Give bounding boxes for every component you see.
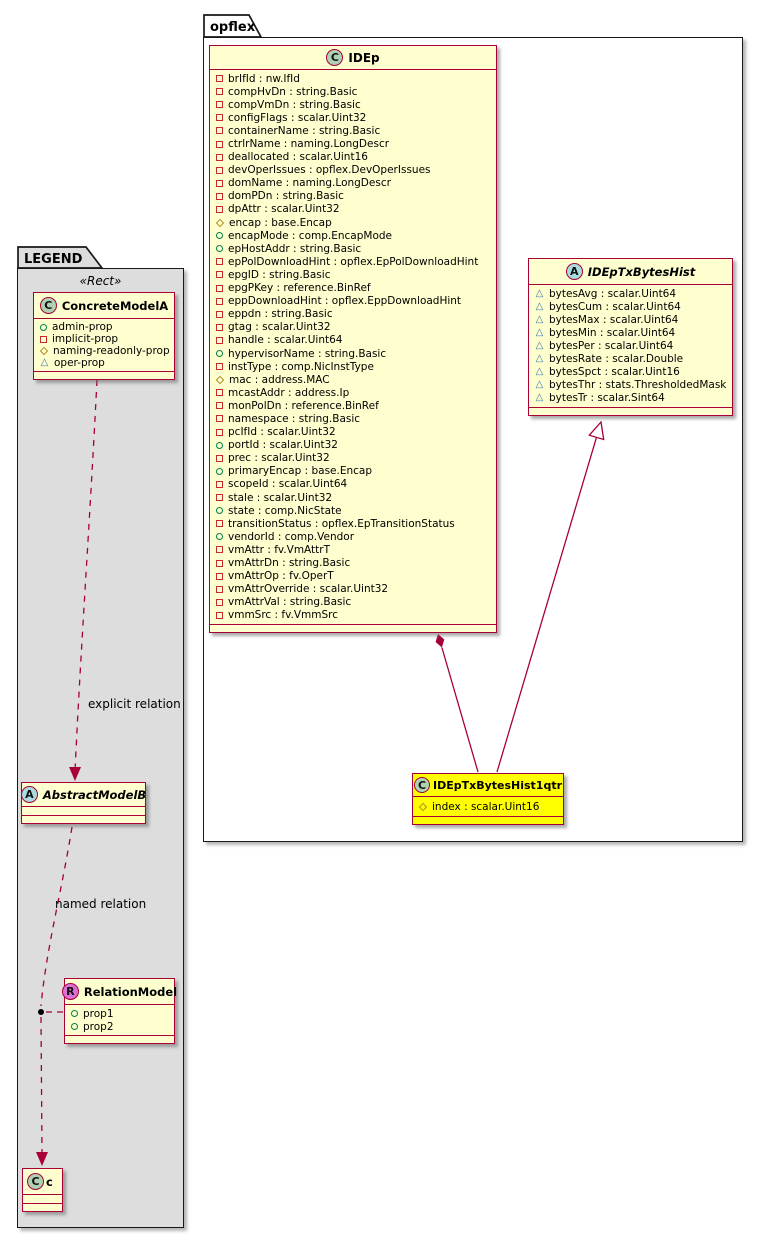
attribute-text: bytesAvg : scalar.Uint64: [549, 287, 677, 300]
class-idep-tx-bytes-hist-header: [529, 259, 732, 285]
attribute-row: [216, 151, 491, 164]
attribute-visibility-icon: [216, 88, 223, 95]
attribute-text: prec : scalar.Uint32: [228, 452, 330, 465]
attribute-text: namespace : string.Basic: [228, 412, 361, 425]
attribute-text: compHvDn : string.Basic: [228, 85, 358, 98]
class-idep-tx-bytes-hist-attributes: [529, 285, 732, 407]
attribute-visibility-icon: [216, 573, 223, 580]
attribute-row: [216, 295, 491, 308]
attribute-visibility-icon: [216, 533, 223, 540]
attribute-row: [216, 491, 491, 504]
attribute-row: [535, 326, 727, 339]
attribute-text: bytesPer : scalar.Uint64: [549, 339, 674, 352]
attribute-row: [216, 399, 491, 412]
attribute-row: [216, 609, 491, 622]
empty-attributes-compartment: [23, 1195, 62, 1203]
empty-methods-compartment: [529, 407, 732, 415]
attribute-visibility-icon: [40, 358, 49, 368]
class-name: IDEpTxBytesHist: [587, 264, 696, 279]
attribute-visibility-icon: [216, 101, 223, 108]
attribute-visibility-icon: [216, 429, 223, 436]
attribute-row: [216, 347, 491, 360]
attribute-row: [216, 570, 491, 583]
attribute-visibility-icon: [216, 180, 223, 187]
attribute-row: [216, 203, 491, 216]
class-c-header: [23, 1169, 62, 1195]
attribute-text: gtag : scalar.Uint32: [228, 321, 331, 334]
attribute-text: handle : scalar.Uint64: [228, 334, 343, 347]
attribute-visibility-icon: [216, 442, 223, 449]
attribute-visibility-icon: [216, 586, 223, 593]
attribute-row: [535, 352, 727, 365]
attribute-text: implicit-prop: [52, 333, 119, 345]
class-concrete-model-a-header: [34, 293, 174, 319]
attribute-visibility-icon: [535, 354, 544, 364]
attribute-row: [216, 72, 491, 85]
abstract-spot-icon: A: [566, 263, 583, 280]
attribute-visibility-icon: [216, 389, 223, 396]
attribute-visibility-icon: [216, 481, 223, 488]
attribute-text: primaryEncap : base.Encap: [228, 465, 372, 478]
attribute-visibility-icon: [40, 336, 47, 343]
attribute-visibility-icon: [216, 311, 223, 318]
empty-methods-compartment: [65, 1035, 174, 1043]
attribute-text: vmAttrDn : string.Basic: [228, 557, 351, 570]
attribute-text: vmAttrOverride : scalar.Uint32: [228, 583, 389, 596]
attribute-visibility-icon: [216, 258, 223, 265]
attribute-text: vendorId : comp.Vendor: [228, 530, 355, 543]
attribute-visibility-icon: [216, 285, 223, 292]
class-idep-tx-bytes-hist-1qtr-header: [413, 774, 563, 797]
relation-spot-icon: R: [62, 983, 79, 1000]
attribute-text: scopeId : scalar.Uint64: [228, 478, 348, 491]
attribute-text: monPolDn : reference.BinRef: [228, 399, 379, 412]
attribute-text: bytesMax : scalar.Uint64: [549, 313, 679, 326]
legend-stereotype: «Rect»: [79, 274, 122, 288]
attribute-visibility-icon: [216, 245, 223, 252]
attribute-visibility-icon: [71, 1023, 78, 1030]
attribute-row: [216, 242, 491, 255]
attribute-text: deallocated : scalar.Uint16: [228, 151, 368, 164]
attribute-row: [216, 556, 491, 569]
attribute-visibility-icon: [216, 337, 223, 344]
empty-methods-compartment: [22, 815, 145, 823]
class-concrete-model-a-attributes: [34, 319, 174, 371]
class-name: c: [46, 1174, 53, 1189]
attribute-text: devOperIssues : opflex.DevOperIssues: [228, 164, 431, 177]
attribute-row: [216, 543, 491, 556]
attribute-visibility-icon: [216, 271, 223, 278]
attribute-text: bytesRate : scalar.Double: [549, 353, 684, 366]
legend-package-tab: [17, 246, 105, 270]
attribute-row: [216, 530, 491, 543]
attribute-text: epPolDownloadHint : opflex.EpPolDownloadHint: [228, 255, 479, 268]
attribute-visibility-icon: [535, 393, 544, 403]
class-name: IDEp: [348, 50, 380, 65]
abstract-spot-icon: A: [21, 786, 38, 803]
attribute-visibility-icon: [535, 289, 544, 299]
attribute-row: [216, 412, 491, 425]
attribute-visibility-icon: [535, 367, 544, 377]
attribute-row: [216, 334, 491, 347]
explicit-relation-label: explicit relation: [88, 697, 181, 711]
class-idep-tx-bytes-hist-1qtr: [412, 773, 564, 825]
attribute-visibility-icon: [40, 324, 47, 331]
class-abstract-model-b-header: [22, 783, 145, 807]
attribute-visibility-icon: [216, 154, 223, 161]
attribute-visibility-icon: [216, 167, 223, 174]
opflex-package-tab: [203, 14, 265, 39]
attribute-visibility-icon: [216, 218, 224, 226]
attribute-row: [535, 287, 727, 300]
attribute-visibility-icon: [71, 1010, 78, 1017]
attribute-text: epHostAddr : string.Basic: [228, 242, 362, 255]
attribute-row: [216, 282, 491, 295]
attribute-row: [216, 478, 491, 491]
attribute-visibility-icon: [216, 375, 224, 383]
attribute-text: bytesMin : scalar.Uint64: [549, 326, 676, 339]
attribute-text: bytesCum : scalar.Uint64: [549, 300, 681, 313]
attribute-text: hypervisorName : string.Basic: [228, 347, 387, 360]
attribute-row: [216, 321, 491, 334]
attribute-row: [216, 583, 491, 596]
attribute-visibility-icon: [216, 206, 223, 213]
empty-methods-compartment: [23, 1203, 62, 1211]
attribute-text: mac : address.MAC: [229, 373, 330, 386]
class-relation-model: [64, 978, 178, 1044]
class-idep-header: [210, 46, 496, 70]
empty-attributes-compartment: [22, 807, 145, 815]
attribute-visibility-icon: [216, 298, 223, 305]
attribute-row: [40, 333, 169, 345]
class-c: [22, 1168, 63, 1212]
attribute-visibility-icon: [419, 802, 427, 810]
attribute-text: eppDownloadHint : opflex.EppDownloadHint: [228, 295, 462, 308]
attribute-visibility-icon: [216, 141, 223, 148]
attribute-text: dpAttr : scalar.Uint32: [228, 203, 340, 216]
attribute-visibility-icon: [216, 494, 223, 501]
attribute-text: configFlags : scalar.Uint32: [228, 111, 367, 124]
attribute-row: [216, 268, 491, 281]
legend-package-body: [17, 268, 184, 1228]
attribute-text: naming-readonly-prop: [53, 345, 170, 357]
class-idep-tx-bytes-hist-1qtr-attributes: [413, 797, 563, 816]
attribute-row: [216, 465, 491, 478]
attribute-visibility-icon: [216, 193, 223, 200]
attribute-row: [535, 392, 727, 405]
attribute-row: [216, 426, 491, 439]
attribute-row: [216, 190, 491, 203]
attribute-visibility-icon: [216, 363, 223, 370]
attribute-visibility-icon: [535, 380, 544, 390]
attribute-text: domPDn : string.Basic: [228, 190, 344, 203]
attribute-row: [535, 313, 727, 326]
attribute-row: [216, 164, 491, 177]
attribute-text: compVmDn : string.Basic: [228, 98, 361, 111]
attribute-text: state : comp.NicState: [228, 504, 342, 517]
attribute-row: [216, 85, 491, 98]
class-concrete-model-a: [33, 292, 175, 380]
attribute-text: vmAttrVal : string.Basic: [228, 596, 352, 609]
attribute-row: [216, 439, 491, 452]
attribute-text: bytesSpct : scalar.Uint16: [549, 366, 680, 379]
attribute-row: [216, 124, 491, 137]
class-spot-icon: C: [27, 1173, 44, 1190]
attribute-text: oper-prop: [54, 357, 105, 369]
class-name: RelationModel: [83, 984, 178, 999]
attribute-text: bytesTr : scalar.Sint64: [549, 392, 665, 405]
attribute-text: encap : base.Encap: [229, 216, 332, 229]
attribute-visibility-icon: [216, 560, 223, 567]
attribute-row: [535, 379, 727, 392]
class-abstract-model-b: [21, 782, 146, 824]
attribute-text: encapMode : comp.EncapMode: [228, 229, 393, 242]
attribute-row: [216, 360, 491, 373]
attribute-text: vmAttr : fv.VmAttrT: [228, 543, 331, 556]
opflex-package-label: opflex: [210, 20, 256, 35]
named-relation-label: named relation: [55, 897, 147, 911]
attribute-row: [216, 177, 491, 190]
attribute-text: containerName : string.Basic: [228, 124, 381, 137]
empty-methods-compartment: [34, 371, 174, 379]
class-idep-attributes: [210, 70, 496, 624]
attribute-row: [216, 229, 491, 242]
attribute-visibility-icon: [535, 315, 544, 325]
attribute-visibility-icon: [216, 507, 223, 514]
attribute-text: index : scalar.Uint16: [432, 800, 540, 813]
attribute-row: [40, 357, 169, 369]
attribute-text: ctrlrName : naming.LongDescr: [228, 138, 390, 151]
attribute-text: bytesThr : stats.ThresholdedMask: [549, 379, 727, 392]
class-relation-model-attributes: [65, 1005, 174, 1035]
attribute-row: [535, 366, 727, 379]
class-name: ConcreteModelA: [61, 298, 169, 313]
attribute-visibility-icon: [535, 328, 544, 338]
class-relation-model-header: [65, 979, 178, 1005]
attribute-text: instType : comp.NicInstType: [228, 360, 374, 373]
legend-package-label: LEGEND: [24, 252, 83, 267]
empty-methods-compartment: [210, 624, 496, 632]
class-idep-tx-bytes-hist: [528, 258, 733, 416]
empty-methods-compartment: [413, 816, 563, 824]
attribute-visibility-icon: [216, 232, 223, 239]
attribute-text: brIfId : nw.IfId: [228, 72, 300, 85]
attribute-row: [216, 596, 491, 609]
attribute-row: [216, 517, 491, 530]
attribute-visibility-icon: [216, 402, 223, 409]
attribute-visibility-icon: [535, 341, 544, 351]
class-spot-icon: C: [414, 777, 430, 793]
attribute-row: [216, 373, 491, 386]
attribute-text: transitionStatus : opflex.EpTransitionStatus: [228, 517, 455, 530]
attribute-row: [535, 339, 727, 352]
attribute-row: [216, 98, 491, 111]
attribute-row: [40, 321, 169, 333]
class-name: IDEpTxBytesHist1qtr: [432, 778, 563, 792]
attribute-row: [216, 137, 491, 150]
attribute-visibility-icon: [216, 114, 223, 121]
class-name: AbstractModelB: [42, 787, 147, 802]
attribute-text: eppdn : string.Basic: [228, 308, 333, 321]
attribute-text: epgPKey : reference.BinRef: [228, 282, 371, 295]
attribute-visibility-icon: [40, 347, 48, 355]
attribute-row: [216, 452, 491, 465]
class-idep: [209, 45, 497, 633]
attribute-visibility-icon: [216, 350, 223, 357]
attribute-visibility-icon: [535, 302, 544, 312]
class-spot-icon: C: [40, 297, 57, 314]
attribute-text: epgID : string.Basic: [228, 268, 331, 281]
attribute-visibility-icon: [216, 520, 223, 527]
attribute-text: vmmSrc : fv.VmmSrc: [228, 609, 339, 622]
attribute-visibility-icon: [216, 455, 223, 462]
attribute-text: mcastAddr : address.Ip: [228, 386, 350, 399]
attribute-visibility-icon: [216, 127, 223, 134]
attribute-text: pcIfId : scalar.Uint32: [228, 426, 336, 439]
attribute-text: admin-prop: [52, 321, 113, 333]
attribute-visibility-icon: [216, 468, 223, 475]
attribute-visibility-icon: [216, 612, 223, 619]
attribute-row: [216, 504, 491, 517]
attribute-visibility-icon: [216, 75, 223, 82]
attribute-text: vmAttrOp : fv.OperT: [228, 570, 334, 583]
attribute-visibility-icon: [216, 599, 223, 606]
attribute-text: stale : scalar.Uint32: [228, 491, 333, 504]
attribute-visibility-icon: [216, 324, 223, 331]
attribute-text: domName : naming.LongDescr: [228, 177, 391, 190]
attribute-row: [71, 1007, 169, 1020]
attribute-visibility-icon: [216, 415, 223, 422]
attribute-text: portId : scalar.Uint32: [228, 439, 338, 452]
attribute-row: [216, 111, 491, 124]
attribute-row: [40, 345, 169, 357]
attribute-row: [216, 386, 491, 399]
attribute-text: prop2: [83, 1020, 114, 1033]
attribute-row: [535, 300, 727, 313]
attribute-row: [216, 255, 491, 268]
attribute-visibility-icon: [216, 546, 223, 553]
attribute-text: prop1: [83, 1007, 114, 1020]
attribute-row: [216, 308, 491, 321]
attribute-row: [71, 1020, 169, 1033]
class-spot-icon: C: [326, 49, 343, 66]
attribute-row: [419, 799, 558, 814]
attribute-row: [216, 216, 491, 229]
